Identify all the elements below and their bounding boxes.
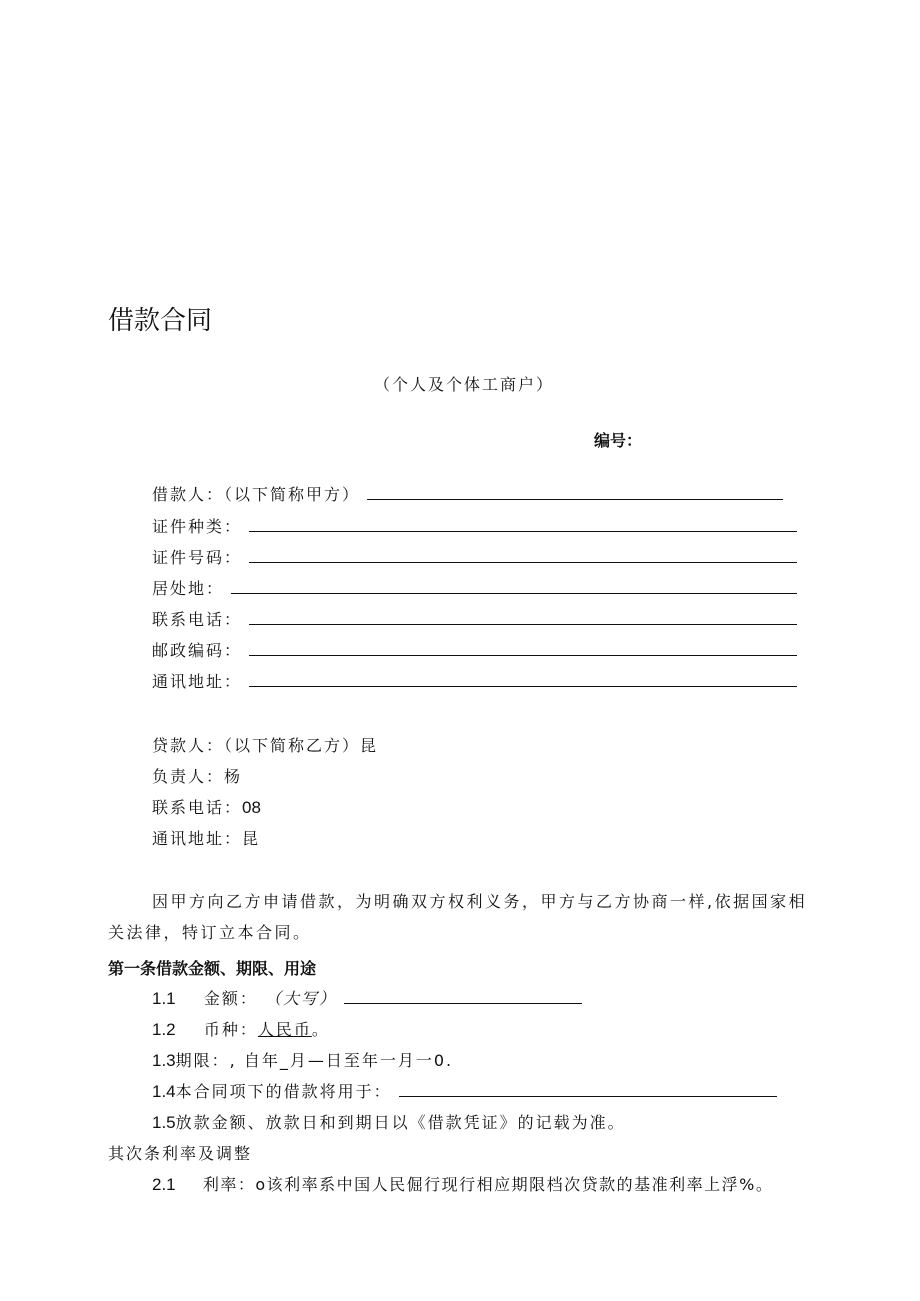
- item4-text: 本合同项下的借款将用于：: [175, 1082, 392, 1101]
- document-title: 借款合同: [108, 306, 213, 336]
- lender-address-value: 昆: [242, 829, 261, 848]
- item1-number: 1.1: [152, 989, 176, 1008]
- principal-value: 杨: [224, 767, 243, 786]
- document-subtitle: （个人及个体工商户）: [374, 375, 555, 394]
- item3-text: 期限：, 自年_月—日至年一月一0.: [175, 1051, 454, 1070]
- item2-number: 1.2: [152, 1020, 176, 1039]
- postal-code-line: [152, 638, 797, 661]
- postal-code-label: 邮政编码：: [152, 641, 243, 660]
- item5-text: 放款金额、放款日和到期日以《借款凭证》的记载为准。: [175, 1113, 626, 1132]
- item5-number: 1.5: [152, 1113, 176, 1132]
- borrower-name-field[interactable]: [367, 485, 783, 500]
- intro-paragraph: 因甲方向乙方申请借款，为明确双方权利义务，甲方与乙方协商一样,依据国家相关法律，特订立本合同。: [108, 892, 808, 942]
- article2-item1-text: 利率：o该利率系中国人民倔行现行相应期限档次贷款的基准利率上浮%。: [202, 1175, 774, 1194]
- borrower-label: 借款人：（以下简称甲方）: [152, 485, 361, 504]
- item3-number: 1.3: [152, 1051, 176, 1070]
- article1-item5: [152, 1110, 626, 1133]
- item4-number: 1.4: [152, 1082, 176, 1101]
- lender-value: 昆: [360, 736, 379, 755]
- borrower-line: [152, 482, 783, 505]
- lender-address-label: 通讯地址：: [152, 829, 243, 848]
- item1-hint: （大写）: [264, 989, 337, 1008]
- lender-phone-value: 08: [242, 798, 261, 817]
- borrower-phone-line: [152, 607, 797, 630]
- principal-label: 负责人：: [152, 767, 225, 786]
- article1-item4: [152, 1079, 777, 1102]
- residence-field[interactable]: [231, 579, 797, 594]
- item2-end: 。: [311, 1020, 330, 1039]
- item1-label: 金额：: [203, 989, 258, 1008]
- residence-line: [152, 576, 797, 599]
- borrower-phone-label: 联系电话：: [152, 610, 243, 629]
- lender-phone-label: 联系电话：: [152, 798, 243, 817]
- purpose-field[interactable]: [399, 1082, 777, 1097]
- id-number-label: 证件号码：: [152, 548, 243, 567]
- postal-code-field[interactable]: [249, 641, 797, 656]
- borrower-phone-field[interactable]: [249, 610, 797, 625]
- borrower-address-label: 通讯地址：: [152, 672, 243, 691]
- lender-address-line: [152, 826, 260, 849]
- id-number-field[interactable]: [249, 548, 797, 563]
- item2-label: 币种：: [203, 1020, 258, 1039]
- amount-field[interactable]: [344, 989, 582, 1004]
- id-type-label: 证件种类：: [152, 517, 243, 536]
- lender-line: [152, 733, 378, 756]
- id-type-line: [152, 514, 797, 537]
- article2-heading: 其次条利率及调整: [108, 1144, 253, 1163]
- article1-heading: 第一条借款金额、期限、用途: [108, 959, 317, 978]
- borrower-address-field[interactable]: [249, 672, 797, 687]
- contract-number-label: 编号：: [594, 431, 643, 450]
- article1-item2: [152, 1017, 330, 1040]
- article1-item1: [152, 986, 582, 1009]
- principal-line: [152, 764, 242, 787]
- lender-label: 贷款人：（以下简称乙方）: [152, 736, 361, 755]
- residence-label: 居处地：: [152, 579, 225, 598]
- currency-value: 人民币: [257, 1020, 312, 1039]
- article2-item1-number: 2.1: [152, 1175, 176, 1194]
- article1-item3: [152, 1048, 453, 1071]
- id-type-field[interactable]: [249, 517, 797, 532]
- borrower-address-line: [152, 669, 797, 692]
- id-number-line: [152, 545, 797, 568]
- lender-phone-line: [152, 795, 261, 818]
- article2-item1: [152, 1172, 773, 1195]
